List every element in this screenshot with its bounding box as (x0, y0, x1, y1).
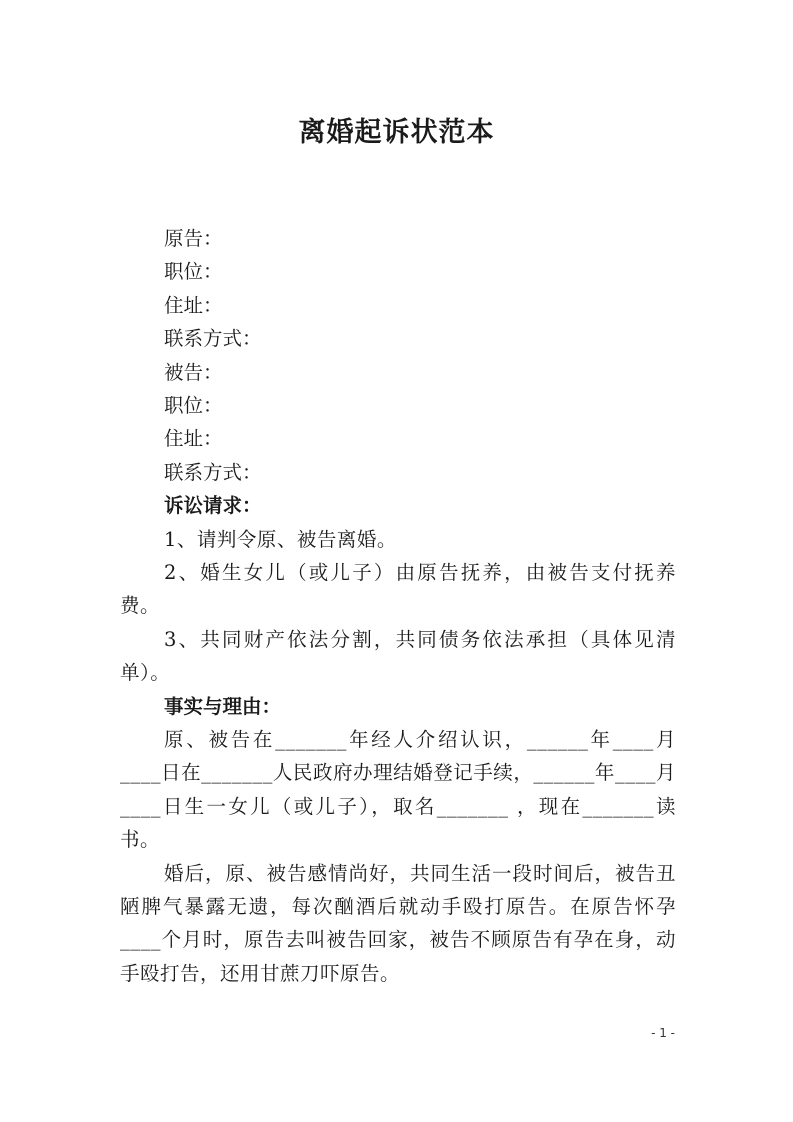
claim-item-2: 2、婚生女儿（或儿子）由原告抚养，由被告支付抚养费。 (120, 560, 676, 618)
plaintiff-occupation: 职位： (164, 260, 223, 284)
plaintiff-contact: 联系方式： (164, 327, 262, 351)
defendant-label: 被告： (164, 360, 223, 384)
document-body (120, 222, 676, 990)
facts-heading: 事实与理由： (164, 694, 282, 718)
document-title: 离婚起诉状范本 (298, 117, 495, 148)
page-number: - 1 - (651, 1026, 675, 1040)
facts-paragraph: 婚后，原、被告感情尚好，共同生活一段时间后，被告丑陋脾气暴露无遗，每次酗酒后就动手殴打原告。在原告怀孕____个月时，原告去叫被告回家，被告不顾原告有孕在身，动手殴打告，还用甘蔗刀吓原告。 (120, 861, 676, 985)
claim-item-3: 3、共同财产依法分割，共同债务依法承担（具体见清单）。 (120, 627, 676, 685)
defendant-contact: 联系方式： (164, 460, 262, 484)
plaintiff-label: 原告： (164, 227, 223, 250)
claims-heading: 诉讼请求： (164, 494, 262, 518)
plaintiff-address: 住址： (164, 293, 223, 317)
claim-item-1: 1、请判令原、被告离婚。 (164, 527, 397, 551)
defendant-occupation: 职位： (164, 393, 223, 417)
facts-paragraph: 原、被告在_______年经人介绍认识，______年____月____日在_______人民政府办理结婚登记手续，______年____月____日生一女儿（或儿子），取名_______ ，现在_______读书。 (120, 727, 676, 852)
defendant-address: 住址： (164, 427, 223, 451)
